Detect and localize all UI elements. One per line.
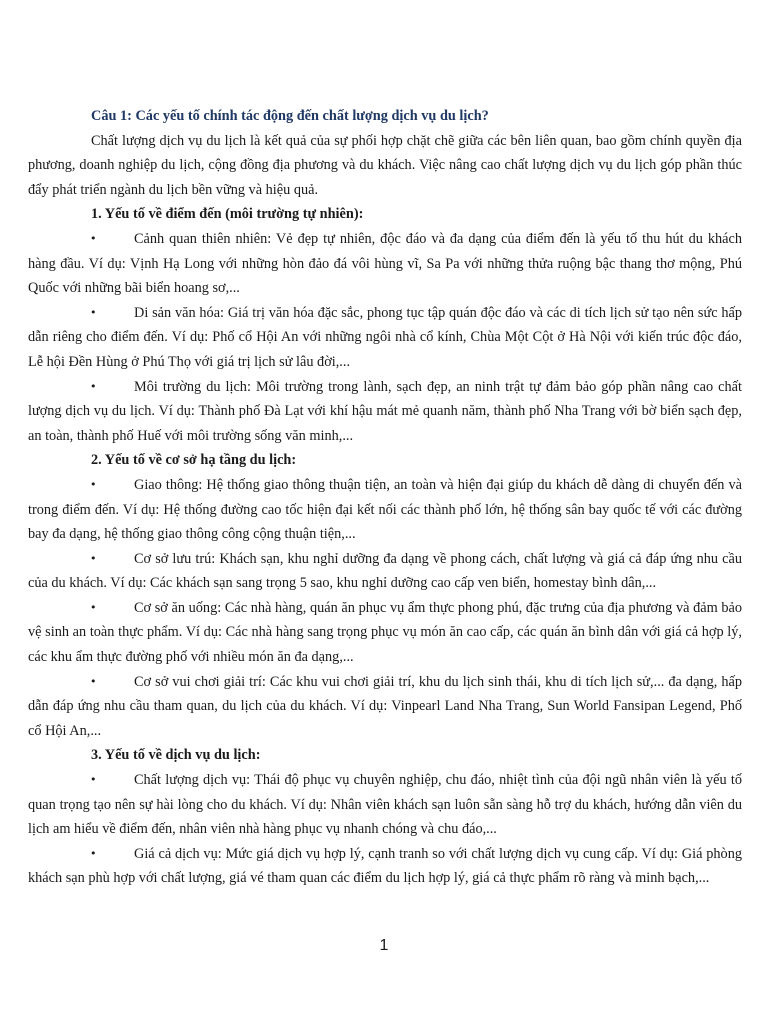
bullet-text: Giao thông: Hệ thống giao thông thuận tiện, an toàn và hiện đại giúp du khách dễ dàng di chuyển đến và trong điểm đến. Ví dụ: Hệ thống đường cao tốc hiện đại kết nối các thành phố lớn, hệ thống sân bay quốc tế với các đường bay đa dạng, hệ thống giao thông công cộng thuận tiện,... bbox=[28, 476, 742, 543]
bullet-item bbox=[28, 375, 742, 449]
document-body bbox=[28, 104, 742, 891]
page-number: 1 bbox=[379, 937, 389, 954]
bullet-icon: • bbox=[90, 477, 97, 491]
question-title: Câu 1: Các yếu tố chính tác động đến chất lượng dịch vụ du lịch? bbox=[91, 108, 489, 124]
bullet-text: Cảnh quan thiên nhiên: Vẻ đẹp tự nhiên, độc đáo và đa dạng của điểm đến là yếu tố thu hút du khách hàng đầu. Ví dụ: Vịnh Hạ Long với những hòn đảo đá vôi hùng vĩ, Sa Pa với những thửa ruộng bậc thang thơ mộng, Phú Quốc với những bãi biển hoang sơ,... bbox=[28, 230, 742, 297]
bullet-item bbox=[28, 596, 742, 670]
bullet-icon: • bbox=[90, 231, 97, 245]
bullet-text: Di sản văn hóa: Giá trị văn hóa đặc sắc, phong tục tập quán độc đáo và các di tích lịch sử tạo nên sức hấp dẫn riêng cho điểm đến. Ví dụ: Phố cổ Hội An với những ngôi nhà cổ kính, Chùa Một Cột ở Hà Nội với kiến trúc độc đáo, Lễ hội Đền Hùng ở Phú Thọ với giá trị lịch sử lâu đời,... bbox=[28, 304, 742, 370]
bullet-text: Môi trường du lịch: Môi trường trong lành, sạch đẹp, an ninh trật tự đảm bảo góp phần nâng cao chất lượng dịch vụ du lịch. Ví dụ: Thành phố Đà Lạt với khí hậu mát mẻ quanh năm, thành phố Nha Trang với bờ biển sạch đẹp, an toàn, thành phố Huế với môi trường sống văn minh,... bbox=[28, 378, 742, 444]
bullet-text: Cơ sở vui chơi giải trí: Các khu vui chơi giải trí, khu du lịch sinh thái, khu di tích lịch sử,... đa dạng, hấp dẫn đáp ứng nhu cầu tham quan, du lịch của du khách. Ví dụ: Vinpearl Land Nha Trang, Sun World Fansipan Legend, Phố cổ Hội An,... bbox=[28, 673, 742, 739]
bullet-icon: • bbox=[90, 305, 97, 319]
bullet-item bbox=[28, 301, 742, 375]
bullet-text: Chất lượng dịch vụ: Thái độ phục vụ chuyên nghiệp, chu đáo, nhiệt tình của đội ngũ nhân viên là yếu tố quan trọng tạo nên sự hài lòng cho du khách. Ví dụ: Nhân viên khách sạn luôn sẵn sàng hỗ trợ du khách, hướng dẫn viên du lịch am hiểu về điểm đến, nhân viên nhà hàng phục vụ nhanh chóng và chu đáo,... bbox=[28, 772, 742, 838]
bullet-item bbox=[28, 670, 742, 744]
section-heading: 3. Yếu tố về dịch vụ du lịch: bbox=[91, 747, 261, 764]
bullet-item bbox=[28, 227, 742, 301]
section-heading: 2. Yếu tố về cơ sở hạ tầng du lịch: bbox=[91, 452, 297, 469]
bullet-item bbox=[28, 768, 742, 842]
bullet-item bbox=[28, 842, 742, 891]
bullet-icon: • bbox=[90, 600, 97, 614]
bullet-icon: • bbox=[90, 846, 97, 860]
intro-paragraph: Chất lượng dịch vụ du lịch là kết quả của sự phối hợp chặt chẽ giữa các bên liên quan, bao gồm chính quyền địa phương, doanh nghiệp du lịch, cộng đồng địa phương và du khách. Việc nâng cao chất lượng dịch vụ du lịch góp phần thúc đẩy phát triển ngành du lịch bền vững và hiệu quả. bbox=[28, 132, 742, 198]
bullet-item bbox=[28, 547, 742, 596]
bullet-text: Giá cả dịch vụ: Mức giá dịch vụ hợp lý, cạnh tranh so với chất lượng dịch vụ cung cấp. Ví dụ: Giá phòng khách sạn phù hợp với chất lượng, giá vé tham quan các điểm du lịch hợp lý, giá cả thực phẩm rõ ràng và minh bạch,... bbox=[28, 845, 742, 887]
bullet-icon: • bbox=[90, 551, 97, 565]
bullet-icon: • bbox=[90, 379, 97, 393]
bullet-text: Cơ sở ăn uống: Các nhà hàng, quán ăn phục vụ ẩm thực phong phú, đặc trưng của địa phương và đảm bảo vệ sinh an toàn thực phẩm. Ví dụ: Các nhà hàng sang trọng phục vụ món ăn cao cấp, các quán ăn bình dân với giá cả hợp lý, các khu ẩm thực đường phố với nhiều món ăn đa dạng,... bbox=[28, 599, 742, 666]
section-heading: 1. Yếu tố về điểm đến (môi trường tự nhiên): bbox=[91, 206, 364, 223]
bullet-item bbox=[28, 473, 742, 547]
bullet-icon: • bbox=[90, 674, 97, 688]
bullet-icon: • bbox=[90, 773, 97, 787]
bullet-text: Cơ sở lưu trú: Khách sạn, khu nghỉ dưỡng đa dạng về phong cách, chất lượng và giá cả đáp ứng nhu cầu của du khách. Ví dụ: Các khách sạn sang trọng 5 sao, khu nghỉ dưỡng cao cấp ven biển, homestay bình dân,... bbox=[28, 550, 742, 592]
